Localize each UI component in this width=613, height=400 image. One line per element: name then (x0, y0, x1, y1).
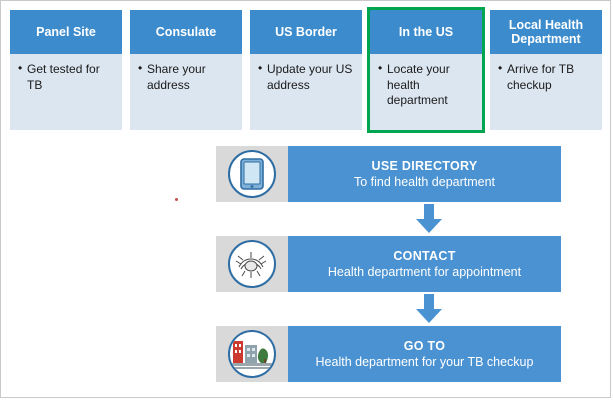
stray-dot-mark (175, 198, 178, 201)
step-panel-site[interactable] (10, 10, 122, 130)
arrow-gap-2 (216, 292, 561, 326)
flow-row-contact[interactable] (216, 236, 561, 292)
step-body (130, 54, 242, 130)
action-flow (216, 146, 561, 382)
flow-text-cell (288, 326, 561, 382)
tablet-device-icon (228, 150, 276, 198)
step-bullet: • Arrive for TB checkup (498, 62, 596, 93)
flow-text-cell (288, 236, 561, 292)
icon-cell (216, 146, 288, 202)
step-body (10, 54, 122, 130)
step-bullet: • Update your US address (258, 62, 356, 93)
step-us-border[interactable] (250, 10, 362, 130)
step-body (370, 54, 482, 130)
step-local-health-department[interactable] (490, 10, 602, 130)
flow-subtext: To find health department (353, 175, 496, 189)
phone-call-icon (228, 240, 276, 288)
flow-row-use-directory[interactable] (216, 146, 561, 202)
step-title: US Border (250, 10, 362, 54)
flow-heading: GO TO (403, 338, 446, 353)
step-bullet: • Get tested for TB (18, 62, 116, 93)
step-body (250, 54, 362, 130)
flow-heading: CONTACT (393, 248, 456, 263)
step-title: Local Health Department (490, 10, 602, 54)
step-title: In the US (370, 10, 482, 54)
flow-text-cell (288, 146, 561, 202)
step-title: Panel Site (10, 10, 122, 54)
flow-subtext: Health department for appointment (327, 265, 522, 279)
process-steps-row (10, 10, 602, 130)
flow-row-go-to[interactable] (216, 326, 561, 382)
clinic-building-icon (228, 330, 276, 378)
icon-cell (216, 326, 288, 382)
step-body (490, 54, 602, 130)
step-bullet: • Share your address (138, 62, 236, 93)
step-in-the-us[interactable] (370, 10, 482, 130)
flow-subtext: Health department for your TB checkup (315, 355, 534, 369)
down-arrow-icon (414, 204, 444, 234)
step-bullet: • Locate your health department (378, 62, 476, 109)
arrow-gap-1 (216, 202, 561, 236)
icon-cell (216, 236, 288, 292)
flow-heading: USE DIRECTORY (371, 158, 478, 173)
down-arrow-icon (414, 294, 444, 324)
step-consulate[interactable] (130, 10, 242, 130)
step-title: Consulate (130, 10, 242, 54)
